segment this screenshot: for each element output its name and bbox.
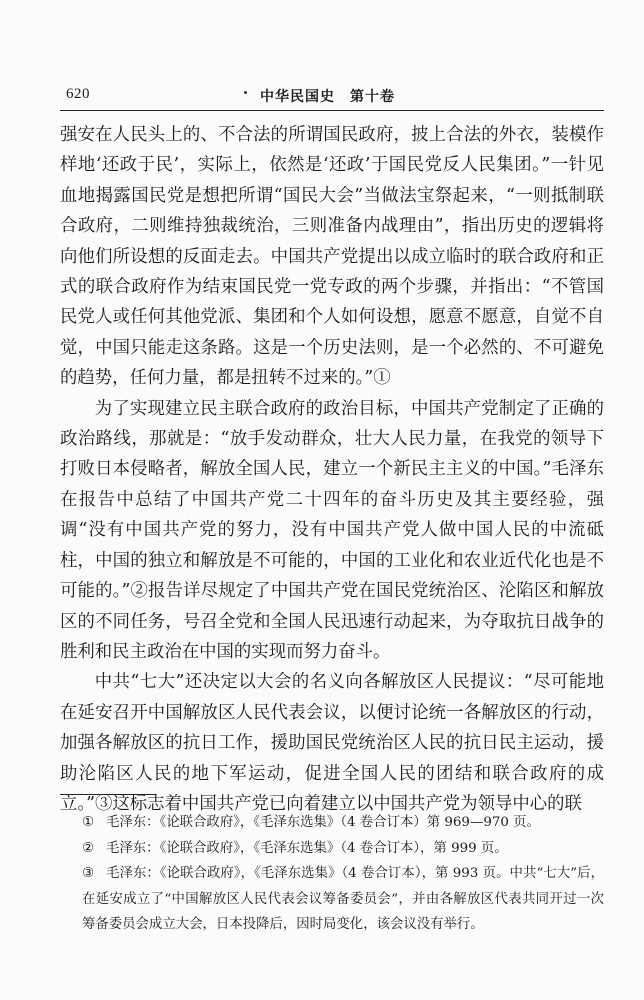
paragraph-1: 强安在人民头上的、不合法的所谓国民政府，披上合法的外衣，装模作样地‘还政于民’，实际上，依然是‘还政’于国民党反人民集团。”一针见血地揭露国民党是想把所谓“国民大会”当做法宝祭起来，“一则抵制联合政府，二则维持独裁统治，三则准备内战理由”，指出历史的逻辑将向他们所设想的反面走去。中国共产党提出以成立临时的联合政府和正式的联合政府作为结束国民党一党专政的两个步骤，并指出：“不管国民党人或任何其他党派、集团和个人如何设想，愿意不愿意，自觉不自觉，中国只能走这条路。这是一个历史法则，是一个必然的、不可避免的趋势，任何力量，都是扭转不过来的。”①: [60, 125, 604, 389]
footnote-2-mark: ②: [82, 840, 95, 856]
footnote-3-text: 毛泽东：《论联合政府》，《毛泽东选集》（4 卷合订本），第 993 页。中共“七大”后，在延安成立了“中国解放区人民代表会议筹备委员会”，并由各解放区代表共同开过一次筹备委员会成立大会，日本投降后，因时局变化，该会议没有举行。: [82, 866, 604, 932]
footnote-rule: [60, 794, 156, 795]
paragraph-3: 中共“七大”还决定以大会的名义向各解放区人民提议：“尽可能地在延安召开中国解放区人民代表会议，以便讨论统一各解放区的行动，加强各解放区的抗日工作，援助国民党统治区人民的抗日民主运动，援助沦陷区人民的地下军运动，促进全国人民的团结和联合政府的成立。”③这标志着中国共产党已向着建立以中国共产党为领导中心的联: [60, 672, 604, 814]
paragraph-2: 为了实现建立民主联合政府的政治目标，中国共产党制定了正确的政治路线，那就是：“放手发动群众，壮大人民力量，在我党的领导下打败日本侵略者，解放全国人民，建立一个新民主主义的中国。”毛泽东在报告中总结了中国共产党二十四年的奋斗历史及其主要经验，强调“没有中国共产党的努力，没有中国共产党人做中国人民的中流砥柱，中国的独立和解放是不可能的，中国的工业化和农业近代化也是不可能的。”②报告详尽规定了中国共产党在国民党统治区、沦陷区和解放区的不同任务，号召全党和全国人民迅速行动起来，为夺取抗日战争的胜利和民主政治在中国的实现而努力奋斗。: [60, 398, 604, 662]
page-header: [60, 80, 604, 110]
running-title: 中华民国史 第十卷: [260, 89, 395, 105]
footnotes: [60, 810, 604, 938]
footnote-1-mark: ①: [82, 815, 95, 830]
footnote-3-mark: ③: [82, 866, 95, 881]
footnote-3: [60, 861, 604, 938]
footnote-1-text: 毛泽东：《论联合政府》，《毛泽东选集》（4 卷合订本）第 969—970 页。: [106, 815, 540, 830]
footnote-2: [60, 836, 604, 862]
header-dot: [244, 91, 247, 94]
footnote-1: [60, 810, 604, 836]
footnote-2-text: 毛泽东：《论联合政府》，《毛泽东选集》（4 卷合订本），第 999 页。: [106, 840, 508, 856]
header-rule: [60, 110, 604, 111]
page-number: 620: [66, 86, 90, 102]
body-text: [60, 120, 604, 819]
